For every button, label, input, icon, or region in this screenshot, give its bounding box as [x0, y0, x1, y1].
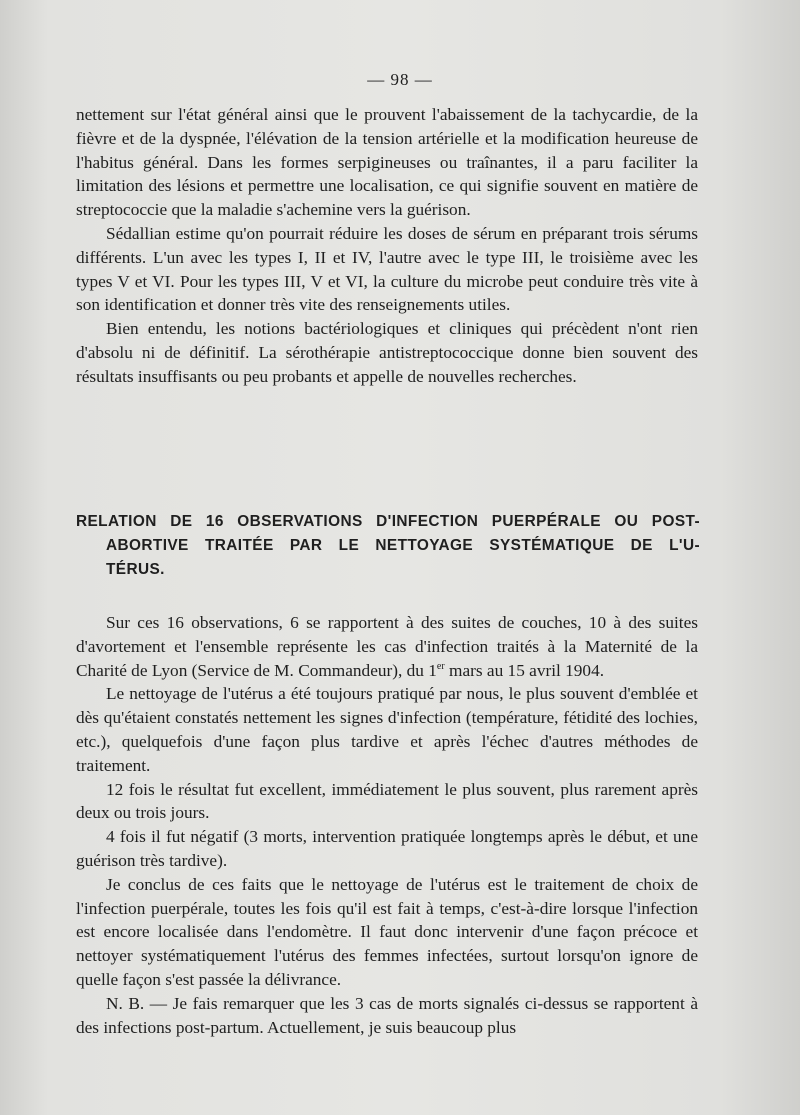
page-number: — 98 —	[367, 70, 433, 89]
text-block-bottom	[76, 611, 698, 1039]
paragraph-5: Le nettoyage de l'utérus a été toujours pratiqué par nous, le plus souvent d'emblée et dès qu'étaient constatés nettement les signes d'infection (température, fétidité des lochies, etc.), quelquefois d'une façon plus tardive et après l'échec d'autres méthodes de traitement.	[76, 684, 698, 775]
heading-line-2: ABORTIVE TRAITÉE PAR LE NETTOYAGE SYSTÉMATIQUE DE L'U-	[106, 537, 700, 554]
section-heading	[76, 510, 700, 582]
ordinal-superscript: er	[436, 660, 445, 672]
paragraph-6: 12 fois le résultat fut excellent, immédiatement le plus souvent, plus rarement après deux ou trois jours.	[76, 779, 698, 823]
paragraph-2: Sédallian estime qu'on pourrait réduire les doses de sérum en préparant trois sérums différents. L'un avec les types I, II et IV, l'autre avec le type III, le troisième avec les types V et VI. Pour les types III, V et VI, la culture du microbe peut conduire très vite à son identification et donner très vite des renseignements utiles.	[76, 223, 698, 315]
paragraph-3: Bien entendu, les notions bactériologiques et cliniques qui précèdent n'ont rien d'absolu ni de définitif. La sérothérapie antistreptococcique donne bien souvent des résultats insuffisants ou peu probants et appelle de nouvelles recherches.	[76, 319, 698, 386]
paragraph-1: nettement sur l'état général ainsi que le prouvent l'abaissement de la tachycardie, de la fièvre et de la dyspnée, l'élévation de la tension artérielle et la modification heureuse de l'habitus général. Dans les formes serpigineuses ou traînantes, il a paru faciliter la limitation des lésions et permettre une localisation, ce qui signifie souvent en matière de streptococcie que la maladie s'achemine vers la guérison.	[76, 105, 698, 220]
text-block-top	[76, 103, 698, 389]
paragraph-9: N. B. — Je fais remarquer que les 3 cas de morts signalés ci-dessus se rapportent à des infections post-partum. Actuellement, je suis beaucoup plus	[76, 993, 698, 1037]
heading-line-3: TÉRUS.	[106, 561, 165, 578]
paragraph-4-end: mars au 15 avril 1904.	[444, 660, 605, 680]
heading-line-1: RELATION DE 16 OBSERVATIONS D'INFECTION PUERPÉRALE OU POST-	[76, 513, 700, 530]
paragraph-4	[76, 611, 698, 682]
paragraph-7: 4 fois il fut négatif (3 morts, intervention pratiquée longtemps après le début, et une guérison très tardive).	[76, 827, 698, 870]
paragraph-8: Je conclus de ces faits que le nettoyage de l'utérus est le traitement de choix de l'infection puerpérale, toutes les fois qu'il est fait à temps, c'est-à-dire lorsque l'infection est encore localisée dans l'endomètre. Il faut donc intervenir d'une façon précoce et nettoyer systématiquement l'utérus des femmes infectées, surtout lorsqu'on ignore de quelle façon s'est passée la délivrance.	[76, 874, 698, 989]
paragraph-4-text: Sur ces 16 observations, 6 se rapportent à des suites de couches, 10 à des suites d'avortement et l'ensemble représente les cas d'infection traités à la Maternité de la Charité de Lyon (Service de M. Commandeur), du 1	[76, 613, 698, 680]
